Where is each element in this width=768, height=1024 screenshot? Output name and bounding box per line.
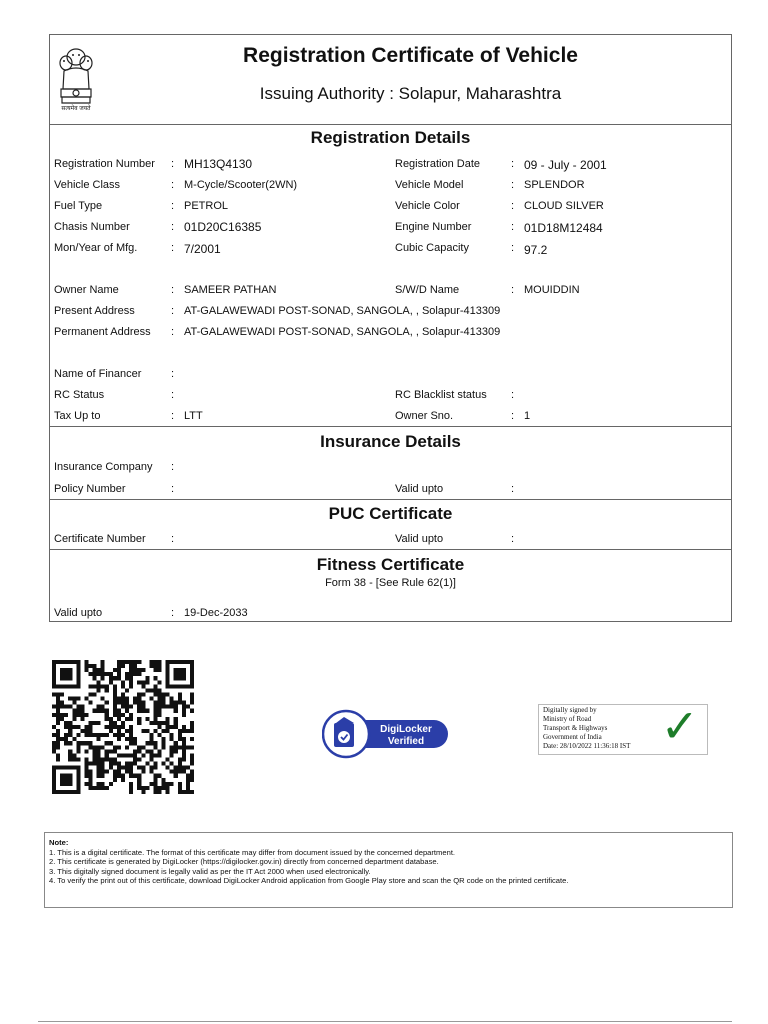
tax-upto-label: Tax Up to bbox=[54, 410, 101, 422]
financer-label: Name of Financer bbox=[54, 368, 142, 380]
insurance-valid-label: Valid upto bbox=[395, 483, 444, 495]
puc-cert-label: Certificate Number bbox=[54, 533, 146, 545]
colon: : bbox=[171, 158, 175, 170]
qr-code-icon bbox=[52, 660, 194, 794]
vehicle-model-value: SPLENDOR bbox=[524, 179, 585, 191]
reg-number-label: Registration Number bbox=[54, 158, 155, 170]
signature-line: Digitally signed by bbox=[543, 706, 597, 714]
colon: : bbox=[171, 410, 175, 422]
chasis-value: 01D20C16385 bbox=[184, 220, 262, 234]
certificate-frame bbox=[49, 34, 732, 622]
digital-signature-box bbox=[538, 699, 708, 755]
note-item: 4. To verify the print out of this certificate, download DigiLocker Android application from Google Play store and scan the QR code on the printed certificate. bbox=[49, 876, 569, 886]
vehicle-class-value: M-Cycle/Scooter(2WN) bbox=[184, 179, 298, 191]
section-divider bbox=[50, 426, 731, 427]
owner-sno-value: 1 bbox=[524, 410, 531, 422]
colon: : bbox=[171, 284, 175, 296]
colon: : bbox=[171, 305, 175, 317]
reg-date-label: Registration Date bbox=[395, 158, 480, 170]
insurance-company-label: Insurance Company bbox=[54, 461, 153, 473]
colon: : bbox=[511, 221, 515, 233]
colon: : bbox=[171, 368, 175, 380]
swd-label: S/W/D Name bbox=[395, 284, 460, 296]
engine-value: 01D18M12484 bbox=[524, 221, 603, 235]
colon: : bbox=[171, 483, 175, 495]
vehicle-color-value: CLOUD SILVER bbox=[524, 200, 604, 212]
reg-date-value: 09 - July - 2001 bbox=[524, 158, 607, 172]
signature-line: Transport & Highways bbox=[543, 724, 608, 732]
colon: : bbox=[511, 483, 515, 495]
certificate-header bbox=[50, 35, 731, 125]
vehicle-color-label: Vehicle Color bbox=[395, 200, 460, 212]
notes-box bbox=[44, 832, 733, 908]
bottom-divider bbox=[38, 1021, 732, 1022]
colon: : bbox=[171, 389, 175, 401]
emblem-caption: सत्यमेव जयते bbox=[61, 106, 91, 112]
mfg-value: 7/2001 bbox=[184, 242, 221, 256]
checkmark-icon: ✓ bbox=[660, 699, 699, 753]
registration-section-title: Registration Details bbox=[310, 128, 471, 147]
colon: : bbox=[511, 410, 515, 422]
puc-section-title: PUC Certificate bbox=[328, 504, 453, 523]
page-title: Registration Certificate of Vehicle bbox=[243, 44, 578, 67]
owner-sno-label: Owner Sno. bbox=[395, 410, 454, 422]
puc-valid-label: Valid upto bbox=[395, 533, 444, 545]
colon: : bbox=[511, 200, 515, 212]
present-address-label: Present Address bbox=[54, 305, 135, 317]
colon: : bbox=[171, 533, 175, 545]
cc-value: 97.2 bbox=[524, 243, 548, 257]
fitness-valid-value: 19-Dec-2033 bbox=[184, 607, 248, 619]
note-item: 1. This is a digital certificate. The format of this certificate may differ from document issued by the concerned department. bbox=[49, 847, 456, 857]
insurance-section-title: Insurance Details bbox=[320, 432, 461, 451]
fuel-type-label: Fuel Type bbox=[54, 200, 103, 212]
vehicle-class-label: Vehicle Class bbox=[54, 179, 121, 191]
vehicle-model-label: Vehicle Model bbox=[395, 179, 464, 191]
note-item: 2. This certificate is generated by DigiLocker (https://digilocker.gov.in) directly from concerned department database. bbox=[49, 857, 439, 867]
colon: : bbox=[511, 533, 515, 545]
colon: : bbox=[171, 461, 175, 473]
colon: : bbox=[511, 242, 515, 254]
signature-date: Date: 28/10/2022 11:36:18 IST bbox=[543, 742, 631, 750]
present-address-value: AT-GALAWEWADI POST-SONAD, SANGOLA, , Solapur-413309 bbox=[184, 305, 501, 317]
colon: : bbox=[171, 607, 175, 619]
colon: : bbox=[171, 221, 175, 233]
engine-label: Engine Number bbox=[395, 221, 472, 233]
section-divider bbox=[50, 549, 731, 550]
fitness-subtitle: Form 38 - [See Rule 62(1)] bbox=[325, 577, 456, 589]
owner-value: SAMEER PATHAN bbox=[184, 284, 277, 296]
swd-value: MOUIDDIN bbox=[524, 284, 580, 296]
badge-line2: Verified bbox=[387, 736, 425, 747]
colon: : bbox=[511, 389, 515, 401]
permanent-address-value: AT-GALAWEWADI POST-SONAD, SANGOLA, , Solapur-413309 bbox=[184, 326, 501, 338]
colon: : bbox=[511, 158, 515, 170]
rc-blacklist-label: RC Blacklist status bbox=[395, 389, 487, 401]
reg-number-value: MH13Q4130 bbox=[184, 157, 253, 171]
fitness-section-title: Fitness Certificate bbox=[316, 555, 465, 574]
note-item: 3. This digitally signed document is legally valid as per the IT Act 2000 when used electronically. bbox=[49, 866, 371, 876]
colon: : bbox=[511, 179, 515, 191]
colon: : bbox=[171, 326, 175, 338]
section-divider bbox=[50, 499, 731, 500]
tax-upto-value: LTT bbox=[184, 410, 203, 422]
signature-line: Government of India bbox=[543, 733, 602, 741]
signature-line: Ministry of Road bbox=[543, 715, 592, 723]
badge-line1: DigiLocker bbox=[380, 724, 432, 735]
policy-number-label: Policy Number bbox=[54, 483, 126, 495]
issuing-authority: Issuing Authority : Solapur, Maharashtra bbox=[259, 84, 562, 103]
colon: : bbox=[511, 284, 515, 296]
colon: : bbox=[171, 179, 175, 191]
permanent-address-label: Permanent Address bbox=[54, 326, 151, 338]
cc-label: Cubic Capacity bbox=[395, 242, 469, 254]
colon: : bbox=[171, 200, 175, 212]
mfg-label: Mon/Year of Mfg. bbox=[54, 242, 138, 254]
fitness-valid-label: Valid upto bbox=[54, 607, 103, 619]
digilocker-verified-badge bbox=[322, 709, 450, 759]
fuel-type-value: PETROL bbox=[184, 200, 229, 212]
rc-status-label: RC Status bbox=[54, 389, 105, 401]
owner-label: Owner Name bbox=[54, 284, 119, 296]
chasis-label: Chasis Number bbox=[54, 221, 130, 233]
notes-heading: Note: bbox=[49, 838, 69, 847]
colon: : bbox=[171, 242, 175, 254]
